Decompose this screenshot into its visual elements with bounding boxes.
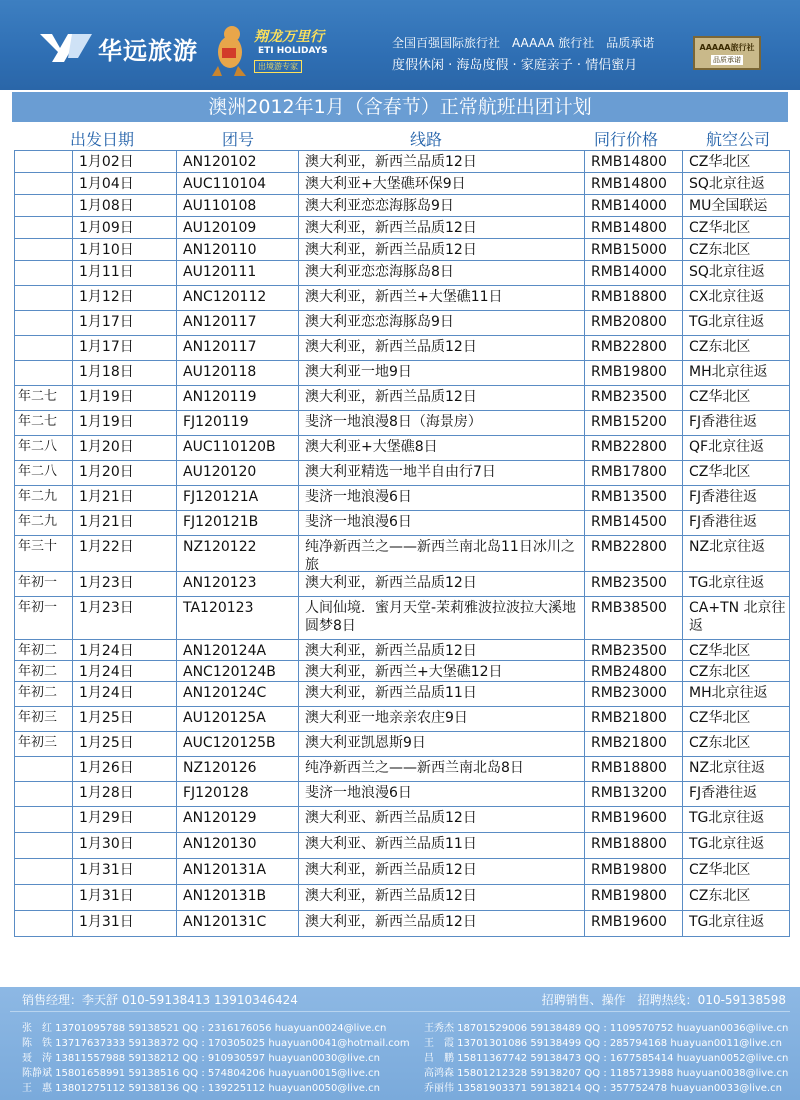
row-lunar-date: 年二七 xyxy=(14,386,72,410)
row-price: RMB22800 xyxy=(584,436,682,460)
row-route: 澳大利亚一地亲亲农庄9日 xyxy=(298,707,584,731)
row-date: 1月20日 xyxy=(72,461,176,485)
table-row xyxy=(14,195,790,217)
row-route: 澳大利亚，新西兰品质12日 xyxy=(298,239,584,260)
row-date: 1月31日 xyxy=(72,859,176,884)
row-tour-code: AU120118 xyxy=(176,361,298,385)
row-date: 1月08日 xyxy=(72,195,176,216)
row-route: 澳大利亚+大堡礁环保9日 xyxy=(298,173,584,194)
row-airline: NZ北京往返 xyxy=(682,757,790,781)
col-header-code: 团号 xyxy=(222,130,255,149)
row-tour-code: AN120130 xyxy=(176,833,298,858)
row-lunar-date xyxy=(14,757,72,781)
row-lunar-date xyxy=(14,807,72,832)
table-row xyxy=(14,833,790,859)
table-row xyxy=(14,411,790,436)
row-tour-code: AUC120125B xyxy=(176,732,298,756)
header-slogan-2: 度假休闲 · 海岛度假 · 家庭亲子 · 情侣蜜月 xyxy=(392,58,638,73)
row-route: 澳大利亚，新西兰品质12日 xyxy=(298,572,584,596)
row-route: 纯净新西兰之——新西兰南北岛11日冰川之旅 xyxy=(298,536,584,571)
row-tour-code: AN120131C xyxy=(176,911,298,936)
row-airline: CZ东北区 xyxy=(682,239,790,260)
kangaroo-mascot-icon xyxy=(208,22,252,78)
row-lunar-date: 年二七 xyxy=(14,411,72,435)
row-route: 澳大利亚，新西兰品质12日 xyxy=(298,151,584,172)
row-lunar-date: 年二九 xyxy=(14,486,72,510)
row-price: RMB14000 xyxy=(584,261,682,285)
row-date: 1月23日 xyxy=(72,597,176,639)
row-tour-code: AN120124A xyxy=(176,640,298,660)
row-lunar-date xyxy=(14,859,72,884)
table-row xyxy=(14,486,790,511)
row-airline: CA+TN 北京往返 xyxy=(682,597,790,639)
row-airline: MH北京往返 xyxy=(682,361,790,385)
table-row xyxy=(14,807,790,833)
row-date: 1月20日 xyxy=(72,436,176,460)
row-lunar-date xyxy=(14,361,72,385)
row-airline: MU全国联运 xyxy=(682,195,790,216)
row-airline: CZ东北区 xyxy=(682,336,790,360)
row-airline: CZ华北区 xyxy=(682,151,790,172)
table-row xyxy=(14,859,790,885)
table-row xyxy=(14,173,790,195)
row-tour-code: AU120120 xyxy=(176,461,298,485)
row-lunar-date: 年初一 xyxy=(14,572,72,596)
row-date: 1月19日 xyxy=(72,386,176,410)
row-tour-code: AN120131B xyxy=(176,885,298,910)
row-price: RMB19800 xyxy=(584,361,682,385)
table-row xyxy=(14,640,790,661)
row-lunar-date xyxy=(14,311,72,335)
row-airline: TG北京往返 xyxy=(682,833,790,858)
row-date: 1月04日 xyxy=(72,173,176,194)
row-lunar-date xyxy=(14,217,72,238)
row-airline: CZ东北区 xyxy=(682,885,790,910)
row-lunar-date xyxy=(14,286,72,310)
col-header-price: 同行价格 xyxy=(594,130,659,149)
row-lunar-date: 年初三 xyxy=(14,707,72,731)
row-lunar-date xyxy=(14,151,72,172)
row-price: RMB14800 xyxy=(584,173,682,194)
row-price: RMB23000 xyxy=(584,682,682,706)
row-tour-code: FJ120119 xyxy=(176,411,298,435)
row-price: RMB21800 xyxy=(584,707,682,731)
aaaaa-badge xyxy=(693,36,761,70)
row-price: RMB19800 xyxy=(584,885,682,910)
row-airline: CX北京往返 xyxy=(682,286,790,310)
row-lunar-date: 年二八 xyxy=(14,461,72,485)
row-date: 1月22日 xyxy=(72,536,176,571)
row-price: RMB18800 xyxy=(584,757,682,781)
table-row xyxy=(14,436,790,461)
contact-line: 张 红 13701095788 59138521 QQ : 2316176056 huayuan0024@live.cn xyxy=(22,1023,387,1034)
row-lunar-date xyxy=(14,782,72,806)
contact-line: 王 惠 13801275112 59138136 QQ : 139225112 huayuan0050@live.cn xyxy=(22,1083,380,1094)
col-header-airline: 航空公司 xyxy=(706,130,771,149)
row-date: 1月25日 xyxy=(72,732,176,756)
row-price: RMB18800 xyxy=(584,833,682,858)
row-route: 澳大利亚恋恋海豚岛8日 xyxy=(298,261,584,285)
row-airline: CZ华北区 xyxy=(682,461,790,485)
row-lunar-date: 年初二 xyxy=(14,682,72,706)
row-route: 澳大利亚，新西兰品质12日 xyxy=(298,640,584,660)
row-route: 澳大利亚、新西兰品质11日 xyxy=(298,833,584,858)
row-route: 斐济一地浪漫8日（海景房） xyxy=(298,411,584,435)
row-airline: CZ东北区 xyxy=(682,732,790,756)
table-row xyxy=(14,261,790,286)
row-tour-code: TA120123 xyxy=(176,597,298,639)
row-airline: TG北京往返 xyxy=(682,911,790,936)
row-route: 澳大利亚，新西兰品质12日 xyxy=(298,885,584,910)
departure-table xyxy=(14,150,790,937)
table-row xyxy=(14,361,790,386)
contact-line: 吕 鹏 15811367742 59138473 QQ : 1677585414 huayuan0052@live.cn xyxy=(424,1053,789,1064)
contact-line: 高鸿森 15801212328 59138207 QQ : 1185713988 huayuan0038@live.cn xyxy=(424,1068,789,1079)
row-price: RMB19800 xyxy=(584,859,682,884)
row-date: 1月26日 xyxy=(72,757,176,781)
row-price: RMB23500 xyxy=(584,386,682,410)
row-route: 澳大利亚，新西兰品质12日 xyxy=(298,859,584,884)
partner-logo xyxy=(208,22,358,78)
row-price: RMB20800 xyxy=(584,311,682,335)
row-lunar-date xyxy=(14,885,72,910)
row-date: 1月30日 xyxy=(72,833,176,858)
row-date: 1月12日 xyxy=(72,286,176,310)
row-route: 澳大利亚凯恩斯9日 xyxy=(298,732,584,756)
row-tour-code: AN120117 xyxy=(176,311,298,335)
row-price: RMB14800 xyxy=(584,217,682,238)
row-price: RMB14000 xyxy=(584,195,682,216)
row-lunar-date: 年初二 xyxy=(14,640,72,660)
table-row xyxy=(14,885,790,911)
row-tour-code: AN120129 xyxy=(176,807,298,832)
col-header-date: 出发日期 xyxy=(70,130,135,149)
table-row xyxy=(14,336,790,361)
row-tour-code: FJ120121B xyxy=(176,511,298,535)
row-lunar-date: 年二九 xyxy=(14,511,72,535)
row-lunar-date xyxy=(14,336,72,360)
row-tour-code: AN120124C xyxy=(176,682,298,706)
row-tour-code: NZ120122 xyxy=(176,536,298,571)
row-price: RMB15000 xyxy=(584,239,682,260)
row-tour-code: AN120102 xyxy=(176,151,298,172)
row-route: 斐济一地浪漫6日 xyxy=(298,511,584,535)
badge-title: AAAAA旅行社 xyxy=(699,42,755,52)
row-lunar-date: 年三十 xyxy=(14,536,72,571)
row-price: RMB23500 xyxy=(584,572,682,596)
row-date: 1月18日 xyxy=(72,361,176,385)
table-row xyxy=(14,707,790,732)
brand-mark-icon xyxy=(38,28,94,68)
row-route: 澳大利亚一地9日 xyxy=(298,361,584,385)
row-date: 1月02日 xyxy=(72,151,176,172)
row-price: RMB19600 xyxy=(584,911,682,936)
contact-line: 陈 铁 13717637333 59138372 QQ : 170305025 huayuan0041@hotmail.com xyxy=(22,1038,410,1049)
row-route: 澳大利亚+大堡礁8日 xyxy=(298,436,584,460)
row-date: 1月24日 xyxy=(72,640,176,660)
row-lunar-date: 年初一 xyxy=(14,597,72,639)
badge-subtitle: 品质承诺 xyxy=(713,55,741,64)
row-route: 澳大利亚，新西兰品质12日 xyxy=(298,217,584,238)
row-price: RMB38500 xyxy=(584,597,682,639)
row-tour-code: FJ120128 xyxy=(176,782,298,806)
footer-divider xyxy=(10,1011,790,1012)
row-date: 1月21日 xyxy=(72,511,176,535)
row-airline: CZ华北区 xyxy=(682,640,790,660)
row-airline: SQ北京往返 xyxy=(682,261,790,285)
row-price: RMB17800 xyxy=(584,461,682,485)
page-footer xyxy=(0,987,800,1100)
row-tour-code: AUC110104 xyxy=(176,173,298,194)
row-route: 斐济一地浪漫6日 xyxy=(298,782,584,806)
row-airline: CZ华北区 xyxy=(682,707,790,731)
row-date: 1月17日 xyxy=(72,311,176,335)
row-tour-code: NZ120126 xyxy=(176,757,298,781)
contact-line: 乔丽伟 13581903371 59138214 QQ : 357752478 huayuan0033@live.cn xyxy=(424,1083,782,1094)
row-route: 澳大利亚，新西兰+大堡礁11日 xyxy=(298,286,584,310)
row-route: 澳大利亚，新西兰品质11日 xyxy=(298,682,584,706)
row-price: RMB19600 xyxy=(584,807,682,832)
row-airline: FJ香港往返 xyxy=(682,486,790,510)
row-airline: TG北京往返 xyxy=(682,311,790,335)
row-date: 1月11日 xyxy=(72,261,176,285)
row-tour-code: ANC120124B xyxy=(176,661,298,681)
row-route: 澳大利亚精选一地半自由行7日 xyxy=(298,461,584,485)
table-row xyxy=(14,217,790,239)
table-row xyxy=(14,732,790,757)
row-price: RMB23500 xyxy=(584,640,682,660)
row-airline: FJ香港往返 xyxy=(682,511,790,535)
row-lunar-date: 年初三 xyxy=(14,732,72,756)
table-row xyxy=(14,661,790,682)
contact-line: 王 霞 13701301086 59138499 QQ : 285794168 huayuan0011@live.cn xyxy=(424,1038,782,1049)
table-row xyxy=(14,150,790,173)
row-date: 1月29日 xyxy=(72,807,176,832)
row-date: 1月25日 xyxy=(72,707,176,731)
row-date: 1月31日 xyxy=(72,911,176,936)
row-lunar-date xyxy=(14,833,72,858)
row-route: 澳大利亚恋恋海豚岛9日 xyxy=(298,311,584,335)
row-airline: TG北京往返 xyxy=(682,807,790,832)
page-header xyxy=(0,0,800,90)
row-tour-code: AN120117 xyxy=(176,336,298,360)
row-tour-code: AN120123 xyxy=(176,572,298,596)
row-route: 斐济一地浪漫6日 xyxy=(298,486,584,510)
table-row xyxy=(14,757,790,782)
row-date: 1月09日 xyxy=(72,217,176,238)
row-date: 1月10日 xyxy=(72,239,176,260)
page-title: 澳洲2012年1月（含春节）正常航班出团计划 xyxy=(12,92,788,122)
row-price: RMB14500 xyxy=(584,511,682,535)
row-price: RMB13200 xyxy=(584,782,682,806)
row-airline: CZ华北区 xyxy=(682,859,790,884)
contact-line: 聂 涛 13811557988 59138212 QQ : 910930597 huayuan0030@live.cn xyxy=(22,1053,380,1064)
row-date: 1月28日 xyxy=(72,782,176,806)
row-lunar-date: 年二八 xyxy=(14,436,72,460)
row-airline: NZ北京往返 xyxy=(682,536,790,571)
header-slogan-1: 全国百强国际旅行社 AAAAA 旅行社 品质承诺 xyxy=(392,36,655,50)
table-row xyxy=(14,511,790,536)
row-date: 1月24日 xyxy=(72,661,176,681)
row-tour-code: AU120109 xyxy=(176,217,298,238)
table-row xyxy=(14,572,790,597)
row-lunar-date: 年初二 xyxy=(14,661,72,681)
contact-line: 王秀杰 18701529006 59138489 QQ : 1109570752 huayuan0036@live.cn xyxy=(424,1023,789,1034)
table-row xyxy=(14,782,790,807)
brand-name: 华远旅游 xyxy=(98,36,198,65)
row-tour-code: AU110108 xyxy=(176,195,298,216)
row-date: 1月17日 xyxy=(72,336,176,360)
row-airline: SQ北京往返 xyxy=(682,173,790,194)
row-airline: TG北京往返 xyxy=(682,572,790,596)
table-row xyxy=(14,911,790,937)
row-route: 澳大利亚，新西兰品质12日 xyxy=(298,911,584,936)
col-header-route: 线路 xyxy=(410,130,443,149)
row-lunar-date xyxy=(14,239,72,260)
row-tour-code: AN120110 xyxy=(176,239,298,260)
row-route: 澳大利亚，新西兰品质12日 xyxy=(298,336,584,360)
row-price: RMB15200 xyxy=(584,411,682,435)
row-lunar-date xyxy=(14,173,72,194)
partner-name-en: ETI HOLIDAYS xyxy=(258,46,328,56)
row-date: 1月21日 xyxy=(72,486,176,510)
contact-line: 陈静斌 15801658991 59138516 QQ : 574804206 huayuan0015@live.cn xyxy=(22,1068,380,1079)
table-row xyxy=(14,536,790,572)
row-airline: CZ华北区 xyxy=(682,386,790,410)
table-row xyxy=(14,311,790,336)
table-row xyxy=(14,386,790,411)
table-row xyxy=(14,239,790,261)
row-price: RMB14800 xyxy=(584,151,682,172)
row-lunar-date xyxy=(14,195,72,216)
row-airline: CZ东北区 xyxy=(682,661,790,681)
row-tour-code: FJ120121A xyxy=(176,486,298,510)
partner-name: 翔龙万里行 xyxy=(254,29,324,45)
row-date: 1月31日 xyxy=(72,885,176,910)
row-airline: MH北京往返 xyxy=(682,682,790,706)
row-airline: QF北京往返 xyxy=(682,436,790,460)
row-tour-code: AUC110120B xyxy=(176,436,298,460)
table-row xyxy=(14,286,790,311)
row-lunar-date xyxy=(14,911,72,936)
table-row xyxy=(14,597,790,640)
row-price: RMB21800 xyxy=(584,732,682,756)
row-airline: FJ香港往返 xyxy=(682,411,790,435)
row-price: RMB22800 xyxy=(584,536,682,571)
row-tour-code: AU120125A xyxy=(176,707,298,731)
table-header xyxy=(12,124,788,150)
row-date: 1月19日 xyxy=(72,411,176,435)
row-date: 1月24日 xyxy=(72,682,176,706)
row-price: RMB18800 xyxy=(584,286,682,310)
row-route: 澳大利亚，新西兰品质12日 xyxy=(298,386,584,410)
hiring-notice: 招聘销售、操作 招聘热线：010-59138598 xyxy=(541,993,786,1007)
row-tour-code: AU120111 xyxy=(176,261,298,285)
row-route: 澳大利亚恋恋海豚岛9日 xyxy=(298,195,584,216)
partner-tagline: 出境游专家 xyxy=(254,60,302,73)
row-route: 澳大利亚、新西兰品质12日 xyxy=(298,807,584,832)
row-route: 澳大利亚，新西兰+大堡礁12日 xyxy=(298,661,584,681)
row-price: RMB22800 xyxy=(584,336,682,360)
row-route: 人间仙境．蜜月天堂-茉莉雅波拉波拉大溪地圆梦8日 xyxy=(298,597,584,639)
sales-manager: 销售经理：李天舒 010-59138413 13910346424 xyxy=(22,993,298,1007)
row-price: RMB24800 xyxy=(584,661,682,681)
row-airline: CZ华北区 xyxy=(682,217,790,238)
row-price: RMB13500 xyxy=(584,486,682,510)
row-airline: FJ香港往返 xyxy=(682,782,790,806)
row-date: 1月23日 xyxy=(72,572,176,596)
row-tour-code: AN120131A xyxy=(176,859,298,884)
table-row xyxy=(14,682,790,707)
table-row xyxy=(14,461,790,486)
row-tour-code: AN120119 xyxy=(176,386,298,410)
row-route: 纯净新西兰之——新西兰南北岛8日 xyxy=(298,757,584,781)
row-tour-code: ANC120112 xyxy=(176,286,298,310)
row-lunar-date xyxy=(14,261,72,285)
brand-logo xyxy=(38,26,198,70)
